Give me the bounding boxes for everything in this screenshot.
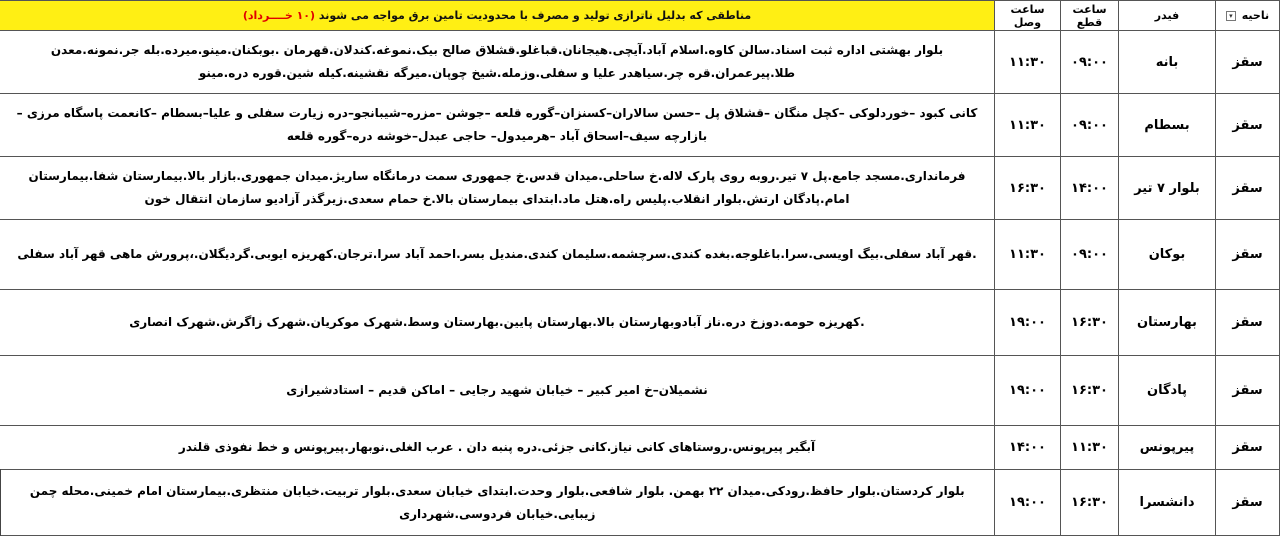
- cut-time-header: ساعت قطع: [1061, 1, 1119, 31]
- region-cell: سقز: [1216, 220, 1280, 290]
- connect-time-cell: ۱۹:۰۰: [995, 290, 1061, 356]
- areas-cell: بلوار بهشتی اداره ثبت اسناد.سالن کاوه.اسلام آباد.آیچی.هیجانان.قباغلو.قشلاق صالح بیک.نموغه.کندلان.قهرمان .بوبکنان.مینو.میرده.بله جر.نمونه.معدن طلا.پیرعمران.قره چر.سیاهدر علیا و سفلی.وزمله.شیخ چوپان.میرگه نقشینه.کیله شین.قوره دره.مینو: [0, 31, 995, 94]
- cut-time-cell: ۰۹:۰۰: [1061, 94, 1119, 157]
- cut-time-cell: ۰۹:۰۰: [1061, 31, 1119, 94]
- feeder-cell: بوکان: [1119, 220, 1216, 290]
- table-row: [0, 220, 1280, 290]
- feeder-cell: بلوار ۷ تیر: [1119, 157, 1216, 220]
- cut-time-cell: ۱۶:۳۰: [1061, 356, 1119, 426]
- cut-time-cell: ۱۶:۳۰: [1061, 470, 1119, 536]
- areas-cell: .قهر آباد سفلی.بیگ اویسی.سرا.باغلوجه.بغده کندی.سرچشمه.سلیمان کندی.مندیل بسر.احمد آباد سرا.ترجان.کهریزه ایوبی.گردیگلان.،پرورش ماهی قهر آباد سفلی: [0, 220, 995, 290]
- areas-cell: نشمیلان–خ امیر کبیر – خیابان شهید رجایی – اماکن قدیم – استادشیرازی: [0, 356, 995, 426]
- areas-cell: فرمانداری.مسجد جامع.پل ۷ تیر.روبه روی پارک لاله.خ ساحلی.میدان قدس.خ جمهوری سمت درمانگاه ساریژ.میدان جمهوری.بازار بالا.بیمارستان شفا.بیمارستان امام.پادگان ارتش.بلوار انقلاب.پلیس راه.هتل ماد.ابتدای بیمارستان بالا.خ حمام سعدی.زیرگذر آزادیو سازمان انتقال خون: [0, 157, 995, 220]
- table-row: [0, 94, 1280, 157]
- connect-time-cell: ۱۴:۰۰: [995, 426, 1061, 470]
- table-title-text: مناطقی که بدلیل ناترازی تولید و مصرف با محدودیت تامین برق مواجه می شوند: [318, 9, 752, 22]
- table-row: [0, 470, 1280, 536]
- table-row: [0, 290, 1280, 356]
- table-title-date: (۱۰ خــــرداد): [242, 9, 316, 22]
- feeder-header: فیدر: [1119, 1, 1216, 31]
- areas-cell: کانی کبود –خوردلوکی –کچل منگان –قشلاق پل –حسن سالاران–کسنزان–گوره قلعه –جوشن –مزره–شیبانجو–دره زیارت سفلی و علیا–بسطام –کانعمت پاسگاه مرزی – بازارچه سیف–اسحاق آباد –هرمیدول– حاجی عبدل–خوشه دره–گوره قلعه: [0, 94, 995, 157]
- table-row: [0, 31, 1280, 94]
- feeder-cell: بسطام: [1119, 94, 1216, 157]
- region-cell: سقز: [1216, 94, 1280, 157]
- region-cell: سقز: [1216, 426, 1280, 470]
- areas-cell: .کهریزه حومه.دوزخ دره.ناز آبادوبهارستان بالا.بهارستان پایین.بهارستان وسط.شهرک موکریان.شهرک زاگرش.شهرک انصاری: [0, 290, 995, 356]
- region-cell: سقز: [1216, 290, 1280, 356]
- areas-cell: بلوار کردستان.بلوار حافظ.رودکی.میدان ۲۲ بهمن. بلوار شافعی.بلوار وحدت.ابتدای خیابان سعدی.بلوار تربیت.خیابان منتظری.بیمارستان امام خمینی.محله چمن زیبایی.خیابان فردوسی.شهرداری: [0, 470, 995, 536]
- connect-time-cell: ۱۱:۳۰: [995, 31, 1061, 94]
- cut-time-cell: ۱۶:۳۰: [1061, 290, 1119, 356]
- cut-time-cell: ۱۴:۰۰: [1061, 157, 1119, 220]
- feeder-cell: پادگان: [1119, 356, 1216, 426]
- region-cell: سقز: [1216, 157, 1280, 220]
- areas-cell: آبگیر پیرپونس.روستاهای کانی نیاز.کانی جزئی.دره پنبه دان . عرب الغلی.نوبهار.پیرپونس و خط نفوذی قلندر: [0, 426, 995, 470]
- table-title: [0, 1, 995, 31]
- connect-time-header: ساعت وصل: [995, 1, 1061, 31]
- header-row: [0, 1, 1280, 31]
- region-cell: سقز: [1216, 31, 1280, 94]
- region-header[interactable]: [1216, 1, 1280, 31]
- connect-time-cell: ۱۹:۰۰: [995, 356, 1061, 426]
- region-cell: سقز: [1216, 470, 1280, 536]
- cut-time-cell: ۱۱:۳۰: [1061, 426, 1119, 470]
- region-cell: سقز: [1216, 356, 1280, 426]
- filter-dropdown-icon[interactable]: ▾: [1226, 11, 1236, 21]
- connect-time-cell: ۱۹:۰۰: [995, 470, 1061, 536]
- connect-time-cell: ۱۱:۳۰: [995, 220, 1061, 290]
- table-row: [0, 157, 1280, 220]
- table-row: [0, 426, 1280, 470]
- cut-time-cell: ۰۹:۰۰: [1061, 220, 1119, 290]
- feeder-cell: بانه: [1119, 31, 1216, 94]
- connect-time-cell: ۱۱:۳۰: [995, 94, 1061, 157]
- region-header-label: ناحیه: [1241, 9, 1270, 22]
- feeder-cell: بهارستان: [1119, 290, 1216, 356]
- feeder-cell: پیرپونس: [1119, 426, 1216, 470]
- connect-time-cell: ۱۶:۳۰: [995, 157, 1061, 220]
- feeder-cell: دانشسرا: [1119, 470, 1216, 536]
- table-row: [0, 356, 1280, 426]
